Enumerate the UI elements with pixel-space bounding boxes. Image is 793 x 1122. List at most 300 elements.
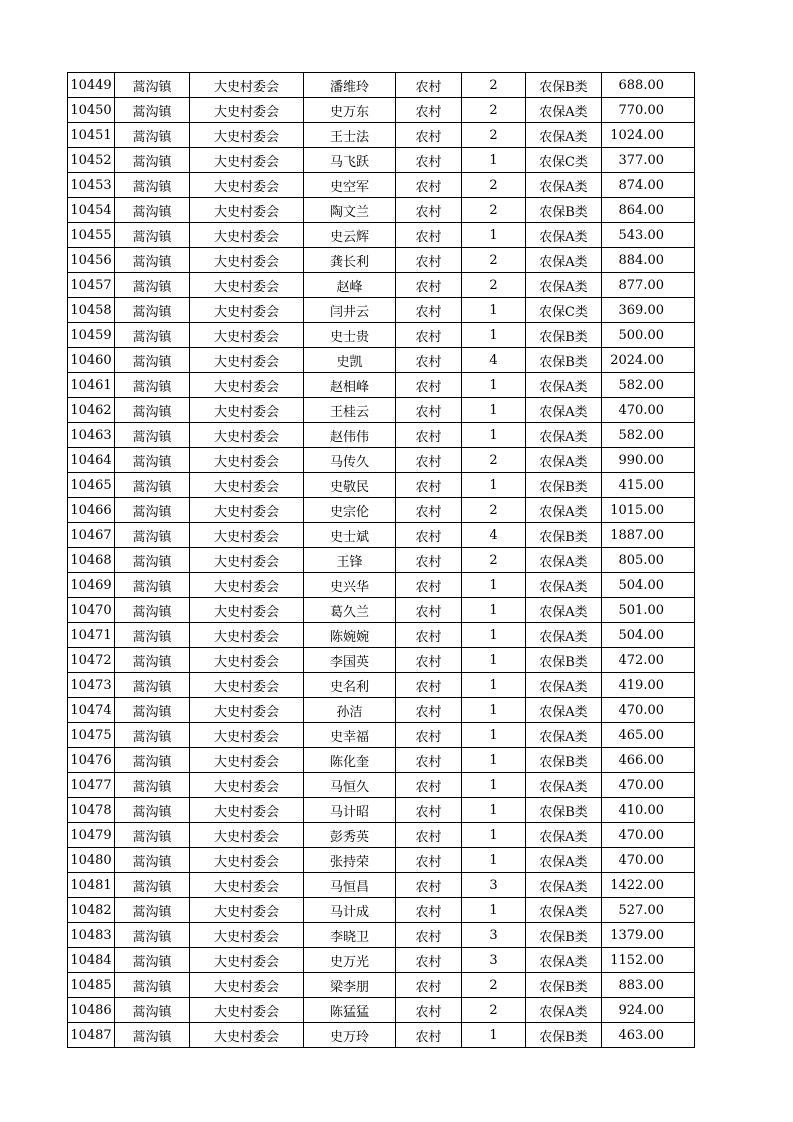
count-cell: 1 <box>462 823 526 848</box>
town-cell: 蒿沟镇 <box>115 398 190 423</box>
count-cell: 1 <box>462 673 526 698</box>
count-cell: 2 <box>462 448 526 473</box>
area-cell: 农村 <box>396 323 462 348</box>
record-id-cell: 10461 <box>68 373 115 398</box>
record-id-cell: 10475 <box>68 723 115 748</box>
record-id-cell: 10472 <box>68 648 115 673</box>
table-row <box>68 448 695 473</box>
committee-cell: 大史村委会 <box>190 723 304 748</box>
table-row <box>68 673 695 698</box>
record-id-cell: 10459 <box>68 323 115 348</box>
area-cell: 农村 <box>396 548 462 573</box>
count-cell: 1 <box>462 148 526 173</box>
amount-cell: 470.00 <box>602 823 695 848</box>
name-cell: 张持荣 <box>304 848 396 873</box>
town-cell: 蒿沟镇 <box>115 673 190 698</box>
category-cell: 农保B类 <box>526 923 602 948</box>
category-cell: 农保B类 <box>526 523 602 548</box>
record-id-cell: 10463 <box>68 423 115 448</box>
category-cell: 农保A类 <box>526 248 602 273</box>
table-row <box>68 998 695 1023</box>
record-id-cell: 10466 <box>68 498 115 523</box>
category-cell: 农保A类 <box>526 448 602 473</box>
name-cell: 史万光 <box>304 948 396 973</box>
area-cell: 农村 <box>396 223 462 248</box>
town-cell: 蒿沟镇 <box>115 823 190 848</box>
record-id-cell: 10476 <box>68 748 115 773</box>
category-cell: 农保A类 <box>526 698 602 723</box>
town-cell: 蒿沟镇 <box>115 348 190 373</box>
count-cell: 2 <box>462 198 526 223</box>
category-cell: 农保A类 <box>526 273 602 298</box>
area-cell: 农村 <box>396 173 462 198</box>
record-id-cell: 10471 <box>68 623 115 648</box>
table-row <box>68 348 695 373</box>
name-cell: 李国英 <box>304 648 396 673</box>
amount-cell: 465.00 <box>602 723 695 748</box>
record-id-cell: 10457 <box>68 273 115 298</box>
record-id-cell: 10479 <box>68 823 115 848</box>
count-cell: 1 <box>462 423 526 448</box>
table-row <box>68 473 695 498</box>
committee-cell: 大史村委会 <box>190 423 304 448</box>
table-row <box>68 498 695 523</box>
name-cell: 孙洁 <box>304 698 396 723</box>
record-id-cell: 10473 <box>68 673 115 698</box>
area-cell: 农村 <box>396 448 462 473</box>
category-cell: 农保A类 <box>526 173 602 198</box>
name-cell: 陈化奎 <box>304 748 396 773</box>
committee-cell: 大史村委会 <box>190 448 304 473</box>
area-cell: 农村 <box>396 473 462 498</box>
count-cell: 1 <box>462 773 526 798</box>
record-id-cell: 10474 <box>68 698 115 723</box>
area-cell: 农村 <box>396 898 462 923</box>
count-cell: 1 <box>462 748 526 773</box>
committee-cell: 大史村委会 <box>190 873 304 898</box>
table-row <box>68 848 695 873</box>
town-cell: 蒿沟镇 <box>115 148 190 173</box>
category-cell: 农保A类 <box>526 823 602 848</box>
town-cell: 蒿沟镇 <box>115 273 190 298</box>
name-cell: 马计成 <box>304 898 396 923</box>
area-cell: 农村 <box>396 523 462 548</box>
table-row <box>68 948 695 973</box>
category-cell: 农保B类 <box>526 973 602 998</box>
count-cell: 1 <box>462 898 526 923</box>
area-cell: 农村 <box>396 998 462 1023</box>
area-cell: 农村 <box>396 1023 462 1048</box>
count-cell: 1 <box>462 798 526 823</box>
amount-cell: 527.00 <box>602 898 695 923</box>
town-cell: 蒿沟镇 <box>115 623 190 648</box>
name-cell: 马恒昌 <box>304 873 396 898</box>
committee-cell: 大史村委会 <box>190 323 304 348</box>
count-cell: 1 <box>462 573 526 598</box>
category-cell: 农保B类 <box>526 73 602 98</box>
record-id-cell: 10484 <box>68 948 115 973</box>
committee-cell: 大史村委会 <box>190 98 304 123</box>
town-cell: 蒿沟镇 <box>115 948 190 973</box>
name-cell: 史空军 <box>304 173 396 198</box>
committee-cell: 大史村委会 <box>190 698 304 723</box>
table-row <box>68 898 695 923</box>
table-row <box>68 723 695 748</box>
town-cell: 蒿沟镇 <box>115 773 190 798</box>
category-cell: 农保B类 <box>526 198 602 223</box>
town-cell: 蒿沟镇 <box>115 748 190 773</box>
category-cell: 农保A类 <box>526 723 602 748</box>
committee-cell: 大史村委会 <box>190 798 304 823</box>
area-cell: 农村 <box>396 398 462 423</box>
amount-cell: 463.00 <box>602 1023 695 1048</box>
count-cell: 1 <box>462 598 526 623</box>
category-cell: 农保A类 <box>526 98 602 123</box>
category-cell: 农保A类 <box>526 123 602 148</box>
committee-cell: 大史村委会 <box>190 273 304 298</box>
count-cell: 1 <box>462 373 526 398</box>
area-cell: 农村 <box>396 648 462 673</box>
count-cell: 1 <box>462 723 526 748</box>
town-cell: 蒿沟镇 <box>115 323 190 348</box>
record-id-cell: 10486 <box>68 998 115 1023</box>
area-cell: 农村 <box>396 948 462 973</box>
table-row <box>68 573 695 598</box>
category-cell: 农保A类 <box>526 598 602 623</box>
name-cell: 史名利 <box>304 673 396 698</box>
amount-cell: 470.00 <box>602 698 695 723</box>
amount-cell: 1379.00 <box>602 923 695 948</box>
town-cell: 蒿沟镇 <box>115 523 190 548</box>
committee-cell: 大史村委会 <box>190 548 304 573</box>
area-cell: 农村 <box>396 373 462 398</box>
amount-cell: 500.00 <box>602 323 695 348</box>
town-cell: 蒿沟镇 <box>115 498 190 523</box>
category-cell: 农保B类 <box>526 748 602 773</box>
committee-cell: 大史村委会 <box>190 348 304 373</box>
name-cell: 陈猛猛 <box>304 998 396 1023</box>
count-cell: 3 <box>462 923 526 948</box>
table-row <box>68 298 695 323</box>
table-row <box>68 748 695 773</box>
area-cell: 农村 <box>396 873 462 898</box>
record-id-cell: 10458 <box>68 298 115 323</box>
area-cell: 农村 <box>396 273 462 298</box>
name-cell: 史万东 <box>304 98 396 123</box>
town-cell: 蒿沟镇 <box>115 298 190 323</box>
name-cell: 王锋 <box>304 548 396 573</box>
table-row <box>68 823 695 848</box>
area-cell: 农村 <box>396 823 462 848</box>
count-cell: 1 <box>462 323 526 348</box>
record-id-cell: 10485 <box>68 973 115 998</box>
committee-cell: 大史村委会 <box>190 923 304 948</box>
town-cell: 蒿沟镇 <box>115 798 190 823</box>
area-cell: 农村 <box>396 973 462 998</box>
table-row <box>68 198 695 223</box>
record-id-cell: 10451 <box>68 123 115 148</box>
record-id-cell: 10456 <box>68 248 115 273</box>
amount-cell: 415.00 <box>602 473 695 498</box>
table-body <box>68 73 695 1048</box>
committee-cell: 大史村委会 <box>190 148 304 173</box>
town-cell: 蒿沟镇 <box>115 473 190 498</box>
amount-cell: 410.00 <box>602 798 695 823</box>
committee-cell: 大史村委会 <box>190 373 304 398</box>
amount-cell: 466.00 <box>602 748 695 773</box>
town-cell: 蒿沟镇 <box>115 698 190 723</box>
amount-cell: 1024.00 <box>602 123 695 148</box>
category-cell: 农保A类 <box>526 373 602 398</box>
town-cell: 蒿沟镇 <box>115 423 190 448</box>
record-id-cell: 10455 <box>68 223 115 248</box>
town-cell: 蒿沟镇 <box>115 923 190 948</box>
category-cell: 农保A类 <box>526 998 602 1023</box>
category-cell: 农保A类 <box>526 223 602 248</box>
area-cell: 农村 <box>396 623 462 648</box>
category-cell: 农保B类 <box>526 473 602 498</box>
town-cell: 蒿沟镇 <box>115 98 190 123</box>
committee-cell: 大史村委会 <box>190 473 304 498</box>
record-id-cell: 10453 <box>68 173 115 198</box>
table-row <box>68 273 695 298</box>
town-cell: 蒿沟镇 <box>115 1023 190 1048</box>
name-cell: 史士斌 <box>304 523 396 548</box>
area-cell: 农村 <box>396 798 462 823</box>
amount-cell: 883.00 <box>602 973 695 998</box>
name-cell: 赵相峰 <box>304 373 396 398</box>
amount-cell: 472.00 <box>602 648 695 673</box>
record-id-cell: 10478 <box>68 798 115 823</box>
area-cell: 农村 <box>396 848 462 873</box>
category-cell: 农保A类 <box>526 898 602 923</box>
name-cell: 陶文兰 <box>304 198 396 223</box>
table-row <box>68 423 695 448</box>
name-cell: 王士法 <box>304 123 396 148</box>
town-cell: 蒿沟镇 <box>115 548 190 573</box>
committee-cell: 大史村委会 <box>190 298 304 323</box>
town-cell: 蒿沟镇 <box>115 198 190 223</box>
name-cell: 赵峰 <box>304 273 396 298</box>
committee-cell: 大史村委会 <box>190 673 304 698</box>
name-cell: 梁李朋 <box>304 973 396 998</box>
record-id-cell: 10483 <box>68 923 115 948</box>
category-cell: 农保A类 <box>526 623 602 648</box>
count-cell: 2 <box>462 123 526 148</box>
category-cell: 农保B类 <box>526 798 602 823</box>
amount-cell: 470.00 <box>602 773 695 798</box>
area-cell: 农村 <box>396 248 462 273</box>
record-id-cell: 10465 <box>68 473 115 498</box>
area-cell: 农村 <box>396 923 462 948</box>
table-row <box>68 248 695 273</box>
category-cell: 农保B类 <box>526 1023 602 1048</box>
record-id-cell: 10469 <box>68 573 115 598</box>
area-cell: 农村 <box>396 773 462 798</box>
name-cell: 赵伟伟 <box>304 423 396 448</box>
category-cell: 农保C类 <box>526 148 602 173</box>
record-id-cell: 10462 <box>68 398 115 423</box>
count-cell: 3 <box>462 948 526 973</box>
area-cell: 农村 <box>396 498 462 523</box>
count-cell: 1 <box>462 623 526 648</box>
name-cell: 马计昭 <box>304 798 396 823</box>
amount-cell: 1422.00 <box>602 873 695 898</box>
town-cell: 蒿沟镇 <box>115 573 190 598</box>
town-cell: 蒿沟镇 <box>115 848 190 873</box>
table-row <box>68 523 695 548</box>
count-cell: 2 <box>462 973 526 998</box>
town-cell: 蒿沟镇 <box>115 973 190 998</box>
amount-cell: 582.00 <box>602 423 695 448</box>
area-cell: 农村 <box>396 423 462 448</box>
category-cell: 农保A类 <box>526 773 602 798</box>
table-row <box>68 373 695 398</box>
amount-cell: 504.00 <box>602 623 695 648</box>
committee-cell: 大史村委会 <box>190 623 304 648</box>
count-cell: 2 <box>462 248 526 273</box>
record-id-cell: 10482 <box>68 898 115 923</box>
committee-cell: 大史村委会 <box>190 73 304 98</box>
amount-cell: 377.00 <box>602 148 695 173</box>
committee-cell: 大史村委会 <box>190 523 304 548</box>
count-cell: 2 <box>462 98 526 123</box>
category-cell: 农保B类 <box>526 323 602 348</box>
name-cell: 闫井云 <box>304 298 396 323</box>
committee-cell: 大史村委会 <box>190 398 304 423</box>
amount-cell: 990.00 <box>602 448 695 473</box>
name-cell: 史兴华 <box>304 573 396 598</box>
category-cell: 农保B类 <box>526 648 602 673</box>
record-id-cell: 10449 <box>68 73 115 98</box>
committee-cell: 大史村委会 <box>190 598 304 623</box>
table-row <box>68 773 695 798</box>
amount-cell: 2024.00 <box>602 348 695 373</box>
record-id-cell: 10467 <box>68 523 115 548</box>
committee-cell: 大史村委会 <box>190 223 304 248</box>
record-id-cell: 10480 <box>68 848 115 873</box>
table-row <box>68 223 695 248</box>
committee-cell: 大史村委会 <box>190 498 304 523</box>
table-row <box>68 73 695 98</box>
name-cell: 彭秀英 <box>304 823 396 848</box>
record-id-cell: 10460 <box>68 348 115 373</box>
amount-cell: 501.00 <box>602 598 695 623</box>
area-cell: 农村 <box>396 723 462 748</box>
amount-cell: 688.00 <box>602 73 695 98</box>
town-cell: 蒿沟镇 <box>115 123 190 148</box>
table-row <box>68 548 695 573</box>
table-row <box>68 973 695 998</box>
count-cell: 2 <box>462 73 526 98</box>
amount-cell: 369.00 <box>602 298 695 323</box>
area-cell: 农村 <box>396 573 462 598</box>
count-cell: 1 <box>462 848 526 873</box>
committee-cell: 大史村委会 <box>190 998 304 1023</box>
committee-cell: 大史村委会 <box>190 173 304 198</box>
amount-cell: 874.00 <box>602 173 695 198</box>
name-cell: 史敬民 <box>304 473 396 498</box>
committee-cell: 大史村委会 <box>190 948 304 973</box>
table-row <box>68 173 695 198</box>
name-cell: 龚长利 <box>304 248 396 273</box>
data-table <box>67 72 695 1048</box>
area-cell: 农村 <box>396 298 462 323</box>
count-cell: 2 <box>462 998 526 1023</box>
amount-cell: 884.00 <box>602 248 695 273</box>
count-cell: 2 <box>462 273 526 298</box>
name-cell: 马传久 <box>304 448 396 473</box>
name-cell: 马飞跃 <box>304 148 396 173</box>
committee-cell: 大史村委会 <box>190 198 304 223</box>
area-cell: 农村 <box>396 348 462 373</box>
count-cell: 4 <box>462 523 526 548</box>
town-cell: 蒿沟镇 <box>115 248 190 273</box>
record-id-cell: 10487 <box>68 1023 115 1048</box>
table-row <box>68 873 695 898</box>
category-cell: 农保A类 <box>526 548 602 573</box>
amount-cell: 419.00 <box>602 673 695 698</box>
name-cell: 史万玲 <box>304 1023 396 1048</box>
table-row <box>68 398 695 423</box>
committee-cell: 大史村委会 <box>190 823 304 848</box>
name-cell: 葛久兰 <box>304 598 396 623</box>
amount-cell: 864.00 <box>602 198 695 223</box>
record-id-cell: 10452 <box>68 148 115 173</box>
count-cell: 1 <box>462 473 526 498</box>
record-id-cell: 10470 <box>68 598 115 623</box>
count-cell: 1 <box>462 298 526 323</box>
area-cell: 农村 <box>396 198 462 223</box>
count-cell: 2 <box>462 173 526 198</box>
count-cell: 3 <box>462 873 526 898</box>
town-cell: 蒿沟镇 <box>115 648 190 673</box>
name-cell: 陈婉婉 <box>304 623 396 648</box>
record-id-cell: 10464 <box>68 448 115 473</box>
count-cell: 1 <box>462 698 526 723</box>
committee-cell: 大史村委会 <box>190 748 304 773</box>
name-cell: 史幸福 <box>304 723 396 748</box>
committee-cell: 大史村委会 <box>190 1023 304 1048</box>
table-row <box>68 98 695 123</box>
name-cell: 史宗伦 <box>304 498 396 523</box>
table-row <box>68 123 695 148</box>
table-row <box>68 148 695 173</box>
count-cell: 2 <box>462 498 526 523</box>
record-id-cell: 10454 <box>68 198 115 223</box>
committee-cell: 大史村委会 <box>190 648 304 673</box>
area-cell: 农村 <box>396 123 462 148</box>
name-cell: 潘维玲 <box>304 73 396 98</box>
area-cell: 农村 <box>396 673 462 698</box>
table-row <box>68 598 695 623</box>
record-id-cell: 10481 <box>68 873 115 898</box>
town-cell: 蒿沟镇 <box>115 898 190 923</box>
amount-cell: 1887.00 <box>602 523 695 548</box>
category-cell: 农保A类 <box>526 673 602 698</box>
amount-cell: 1015.00 <box>602 498 695 523</box>
committee-cell: 大史村委会 <box>190 248 304 273</box>
town-cell: 蒿沟镇 <box>115 223 190 248</box>
town-cell: 蒿沟镇 <box>115 998 190 1023</box>
name-cell: 史士贵 <box>304 323 396 348</box>
town-cell: 蒿沟镇 <box>115 598 190 623</box>
amount-cell: 504.00 <box>602 573 695 598</box>
category-cell: 农保A类 <box>526 848 602 873</box>
category-cell: 农保A类 <box>526 873 602 898</box>
area-cell: 农村 <box>396 598 462 623</box>
town-cell: 蒿沟镇 <box>115 448 190 473</box>
